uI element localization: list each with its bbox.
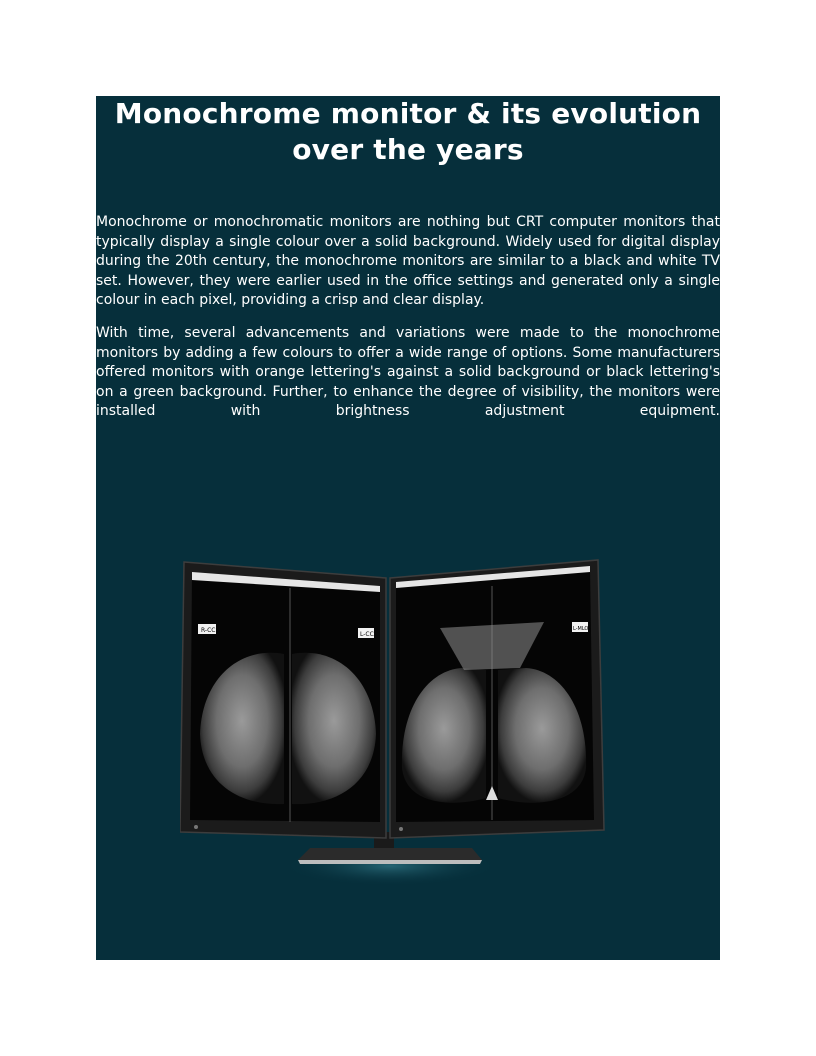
right-logo-dot — [399, 827, 403, 831]
dual-monitor-image — [180, 558, 620, 888]
page-title: Monochrome monitor & its evolution over the years — [114, 97, 702, 166]
paragraph-2: With time, several advancements and variations were made to the monochrome monitors by adding a few colours to offer a wide range of options. Some manufacturers offered monitors with orange lettering's against a solid background or black lettering's on a green background. Further, to enhance the degree of visibility, the monitors were installed with brightness adjustment equipment. — [96, 325, 720, 420]
dual-monitor-illustration — [180, 558, 620, 888]
paragraph-1: Monochrome or monochromatic monitors are nothing but CRT computer monitors that typically display a single colour over a solid background. Widely used for digital display during the 20th century, the monochrome monitors are similar to a black and white TV set. However, they were earlier used in the office settings and generated only a single colour in each pixel, providing a crisp and clear display. — [96, 214, 720, 309]
left-logo-dot — [194, 825, 198, 829]
stand-base-edge — [298, 860, 482, 864]
content-panel — [96, 96, 720, 960]
left-label-text: R-CC — [201, 627, 216, 634]
left-label-text-2: L-CC — [360, 631, 374, 638]
stand-base — [298, 848, 482, 860]
right-label-text: L-MLO — [573, 626, 589, 632]
